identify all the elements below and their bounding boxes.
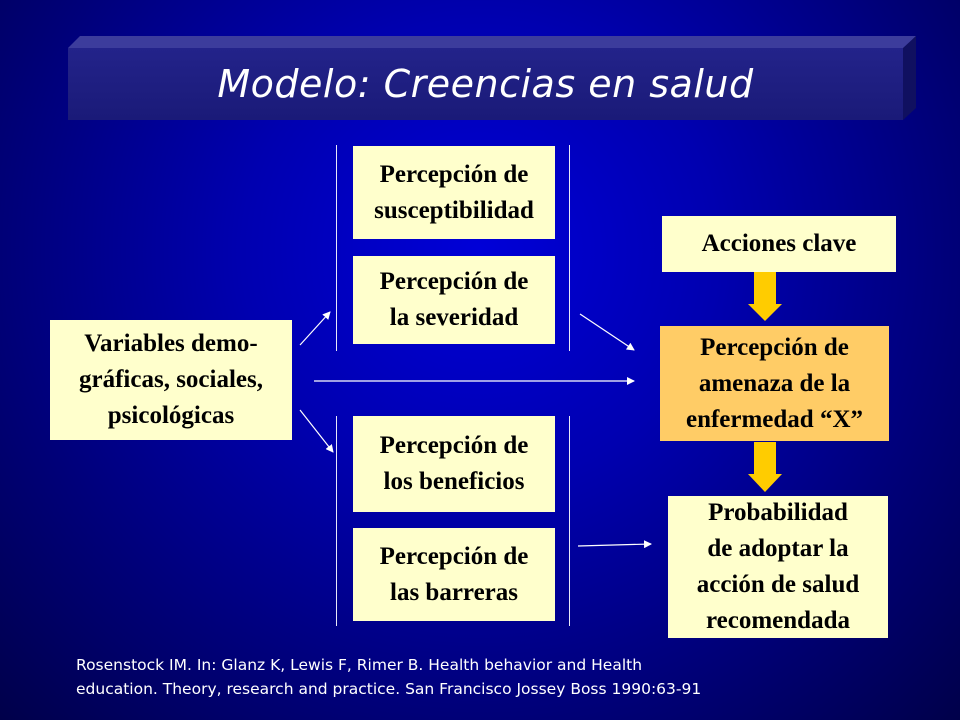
box-probabilidad-text: Probabilidad de adoptar la acción de salud recomendada bbox=[696, 499, 860, 634]
box-susceptibilidad-text: Percepción de susceptibilidad bbox=[374, 160, 534, 224]
box-beneficios-text: Percepción de los beneficios bbox=[379, 432, 529, 495]
reference-citation: Rosenstock IM. In: Glanz K, Lewis F, Rimer B. Health behavior and Health education. Theory, research and practice. San Francisco Jossey Boss 1990:63-91 bbox=[76, 656, 702, 698]
arrow-amenaza-to-probabilidad bbox=[748, 442, 782, 492]
arrow-acciones-to-amenaza bbox=[748, 272, 782, 321]
box-acciones-clave-text: Acciones clave bbox=[701, 230, 857, 257]
box-barreras-text: Percepción de las barreras bbox=[379, 542, 529, 606]
slide-title: Modelo: Creencias en salud bbox=[217, 62, 754, 106]
box-severidad-text: Percepción de la severidad bbox=[379, 268, 529, 331]
box-variables-text: Variables demo- gráficas, sociales, psicológicas bbox=[79, 330, 263, 429]
box-amenaza-text: Percepción de amenaza de la enfermedad “X” bbox=[685, 333, 864, 433]
